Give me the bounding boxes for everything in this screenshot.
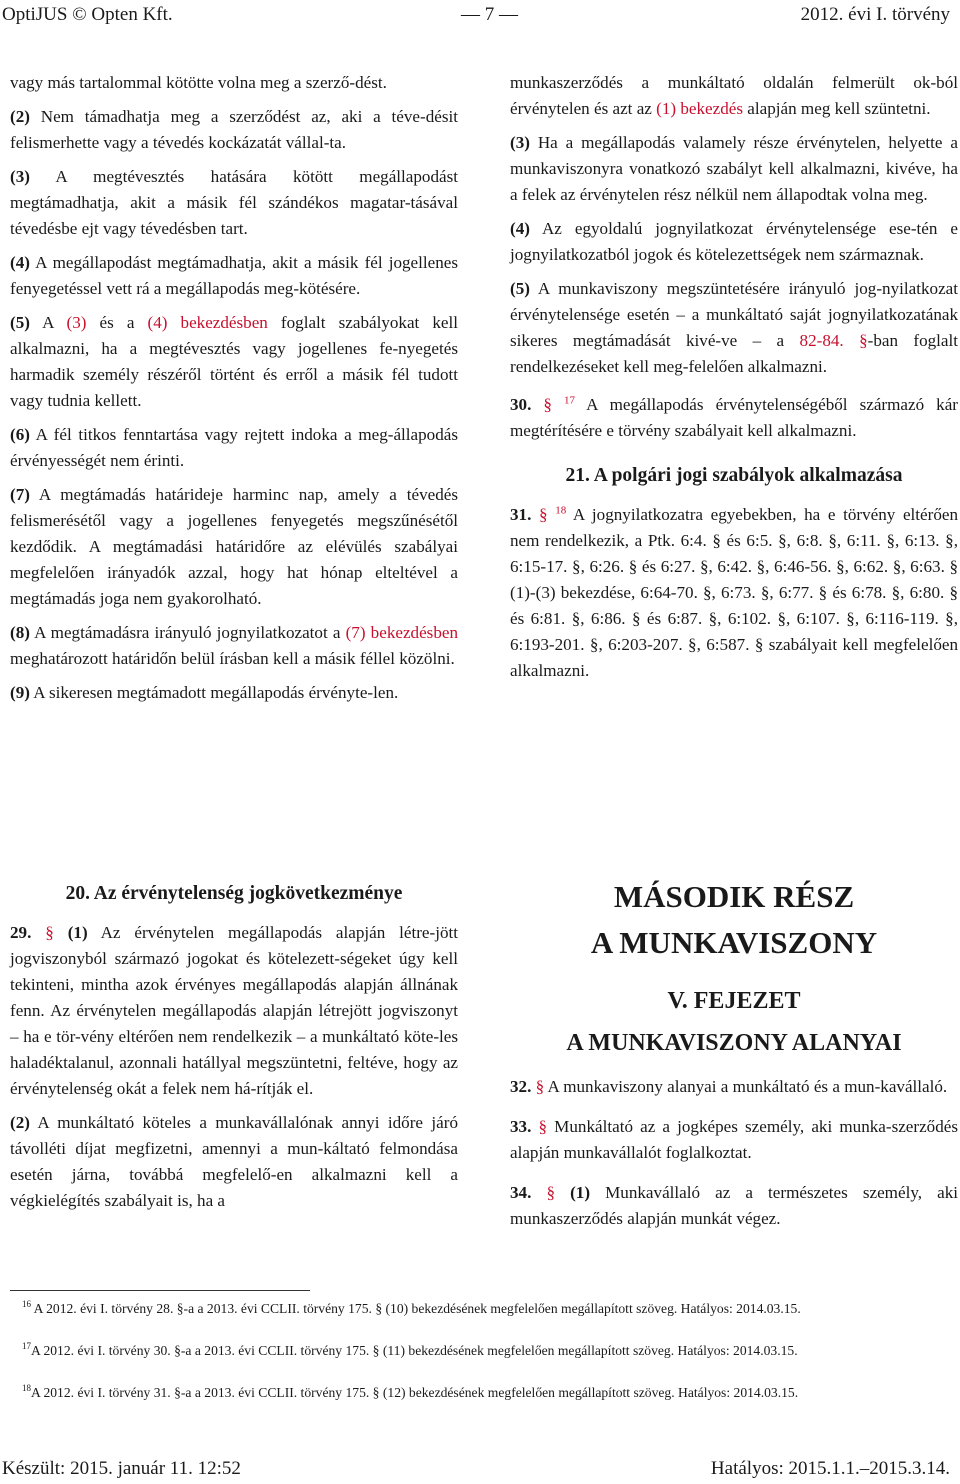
section-sign[interactable]: § [546,1183,555,1202]
footnote: $^{16}$ A 2012. évi I. törvény 28. §-a a 2013. évi CCLII. törvény 175. § (10) bekezdésének megfelelően megállapított szöveg. Hatályos: 2014.03.15. [22,1299,801,1316]
chapter-subtitle: A MUNKAVISZONY ALANYAI [566,1030,902,1056]
footnote-ref[interactable]: 18 [555,504,567,517]
chapter-title: V. FEJEZET [667,988,801,1014]
right-column [510,70,958,692]
footnote-ref[interactable]: 17 [564,394,576,407]
paragraph-4: (4) A megállapodást megtámadhatja, akit a másik fél jogellenes fenyegetéssel vett rá a megállapodás meg-kötésére. [10,253,458,298]
paragraph-9: (9) A sikeresen megtámadott megállapodás érvényte-len. [10,683,399,702]
section-32: 32. § A munkaviszony alanyai a munkáltató és a mun-kavállaló. [510,1077,948,1096]
section-title-21: 21. A polgári jogi szabályok alkalmazása [565,465,903,486]
section-title-20: 20. Az érvénytelenség jogkövetkezménye [65,883,403,904]
law-title: 2012. évi I. törvény [800,4,950,25]
effective-period: Hatályos: 2015.1.1.–2015.3.14. [710,1458,950,1479]
section-sign[interactable]: § [535,1077,545,1096]
part-title: MÁSODIK RÉSZ [613,879,855,914]
paragraph-5: (5) A munkaviszony megszüntetésére irányuló jog-nyilatkozat érvénytelensége esetén – a munkáltató saját jognyilatkozatának sikeres megtámadását kivé-ve – a 82-84. §-ban foglalt rendelkezéseket kell meg-felelően alkalmazni. [510,279,958,376]
left-column-lower [10,880,458,1222]
section-31: 31. § $^{18}$ A jognyilatkozatra egyebekben, ha e törvény eltérően nem rendelkezik, a Ptk. 6:4. § és 6:5. §, 6:8. §, 6:11. §, 6:13. §, 6:15-17. §, 6:26. § és 6:27. §, 6:42. §, 6:46-56. §, 6:62. §, 6:63. § (1)-(3) bekezdése, 6:64-70. §, 6:73. §, 6:77. § és 6:78. §, 6:80. § és 6:81. §, 6:86. § és 6:87. §, 6:102. §, 6:107. §, 6:116-119. §, 6:193-201. §, 6:203-207. §, 6:587. § szabályait kell megfelelően alkalmazni. [510,504,959,680]
section-sign[interactable]: § [45,923,54,942]
cross-ref-link[interactable]: (4) bekezdésben [147,313,268,332]
section-33: 33. § Munkáltató az a jogképes személy, aki munka-szerződés alapján munkavállalót foglalkoztat. [510,1117,959,1162]
cross-ref-link[interactable]: (7) bekezdésben [345,623,459,642]
cross-ref-link[interactable]: (3) [66,313,87,332]
footnote-number: 16 [22,1299,31,1310]
paragraph-3: (3) Ha a megállapodás valamely része érvénytelen, helyette a munkaviszonyra vonatkozó szabályt kell alkalmazni, kivéve, ha a felek az érvénytelen rész nélkül nem állapodtak volna meg. [510,133,958,204]
section-29-para-1: 29. § (1) Az érvénytelen megállapodás alapján létre-jött jogviszonyból származó jogokat és kötelezett-ségeket úgy kell tekinteni, mintha azok érvényes megállapodás alapján állnának fenn. Az érvénytelen megállapodás alapján létrejött jogviszonyt – ha e tör-vény eltérően nem rendelkezik – a munkáltató köte-les haladéktalanul, azonnali hatállyal megszüntetni, feltéve, hogy az érvénytelenség okát a felek nem há-rítják el. [10,923,458,1098]
created-timestamp: Készült: 2015. január 11. 12:52 [2,1458,241,1479]
part-subtitle: A MUNKAVISZONY [590,925,878,960]
paragraph-7: (7) A megtámadás határideje harminc nap, amely a tévedés felismerésétől vagy a jogellenes fenyegetés megszűnésétől kezdődik. A megtámadási határidőre az elévülés szabályai megfelelően irányadók azzal, hogy hat hónap elteltével a megtámadás joga nem gyakorolható. [10,485,458,608]
right-column-lower [510,878,958,1240]
footnote-divider [10,1290,310,1291]
paragraph: munkaszerződés a munkáltató oldalán felmerült ok-ból érvénytelen és azt az (1) bekezdés alapján meg kell szüntetni. [510,73,958,118]
footnote-number: 18 [22,1383,31,1394]
section-30: 30. § $^{17}$ A megállapodás érvénytelenségéből származó kár megtérítésére e törvény szabályait kell alkalmazni. [510,394,958,440]
paragraph-2: (2) Nem támadhatja meg a szerződést az, aki a téve-désit felismerhette vagy a tévedés kockázatát vállal-ta. [10,107,458,152]
footnote-number: 17 [22,1341,31,1352]
publisher-label: OptiJUS © Opten Kft. [2,4,173,25]
section-29-para-2: (2) A munkáltató köteles a munkavállalónak annyi időre járó távolléti díjat megfizetni, amennyi a mun-káltató felmondása esetén járna, továbbá megfelelő-en alkalmazni kell a végkielégítés szabályait is, ha a [10,1113,458,1210]
footnote: $^{17}$A 2012. évi I. törvény 30. §-a a 2013. évi CCLII. törvény 175. § (11) bekezdésének megfelelően megállapított szöveg. Hatályos: 2014.03.15. [22,1341,798,1358]
section-sign[interactable]: § [543,395,552,414]
paragraph: vagy más tartalommal kötötte volna meg a szerző-dést. [10,73,387,92]
section-sign[interactable]: § [538,1117,548,1136]
paragraph-3: (3) A megtévesztés hatására kötött megállapodást megtámadhatja, akit a másik fél szándékos magatar-tásával tévedésbe ejt vagy tévedésben tart. [10,167,458,238]
paragraph-4: (4) Az egyoldalú jognyilatkozat érvénytelensége ese-tén e jognyilatkozatból jogok és kötelezettségek nem származnak. [510,219,958,264]
paragraph-8: (8) A megtámadásra irányuló jognyilatkozatot a (7) bekezdésben meghatározott határidőn belül írásban kell a másik féllel közölni. [10,623,459,668]
left-column [10,70,458,714]
paragraph-5: (5) A (3) és a (4) bekezdésben foglalt szabályokat kell alkalmazni, ha a megtévesztés vagy jogellenes fe-nyegetés harmadik személy részéről történt és erről a másik fél tudott vagy tudnia kellett. [10,313,459,410]
page-header [0,0,960,30]
cross-ref-link[interactable]: 82-84. § [799,331,868,350]
cross-ref-link[interactable]: (1) bekezdés [656,99,744,118]
page-number: — 7 — [461,4,518,25]
paragraph-6: (6) A fél titkos fenntartása vagy rejtett indoka a meg-állapodás érvényességét nem érinti. [10,425,458,470]
section-sign[interactable]: § [539,505,548,524]
section-34: 34. § (1) Munkavállaló az a természetes személy, aki munkaszerződés alapján munkát végez. [510,1183,958,1228]
footnote: $^{18}$A 2012. évi I. törvény 31. §-a a 2013. évi CCLII. törvény 175. § (12) bekezdésének megfelelően megállapított szöveg. Hatályos: 2014.03.15. [22,1383,799,1400]
page-footer [0,1454,960,1484]
